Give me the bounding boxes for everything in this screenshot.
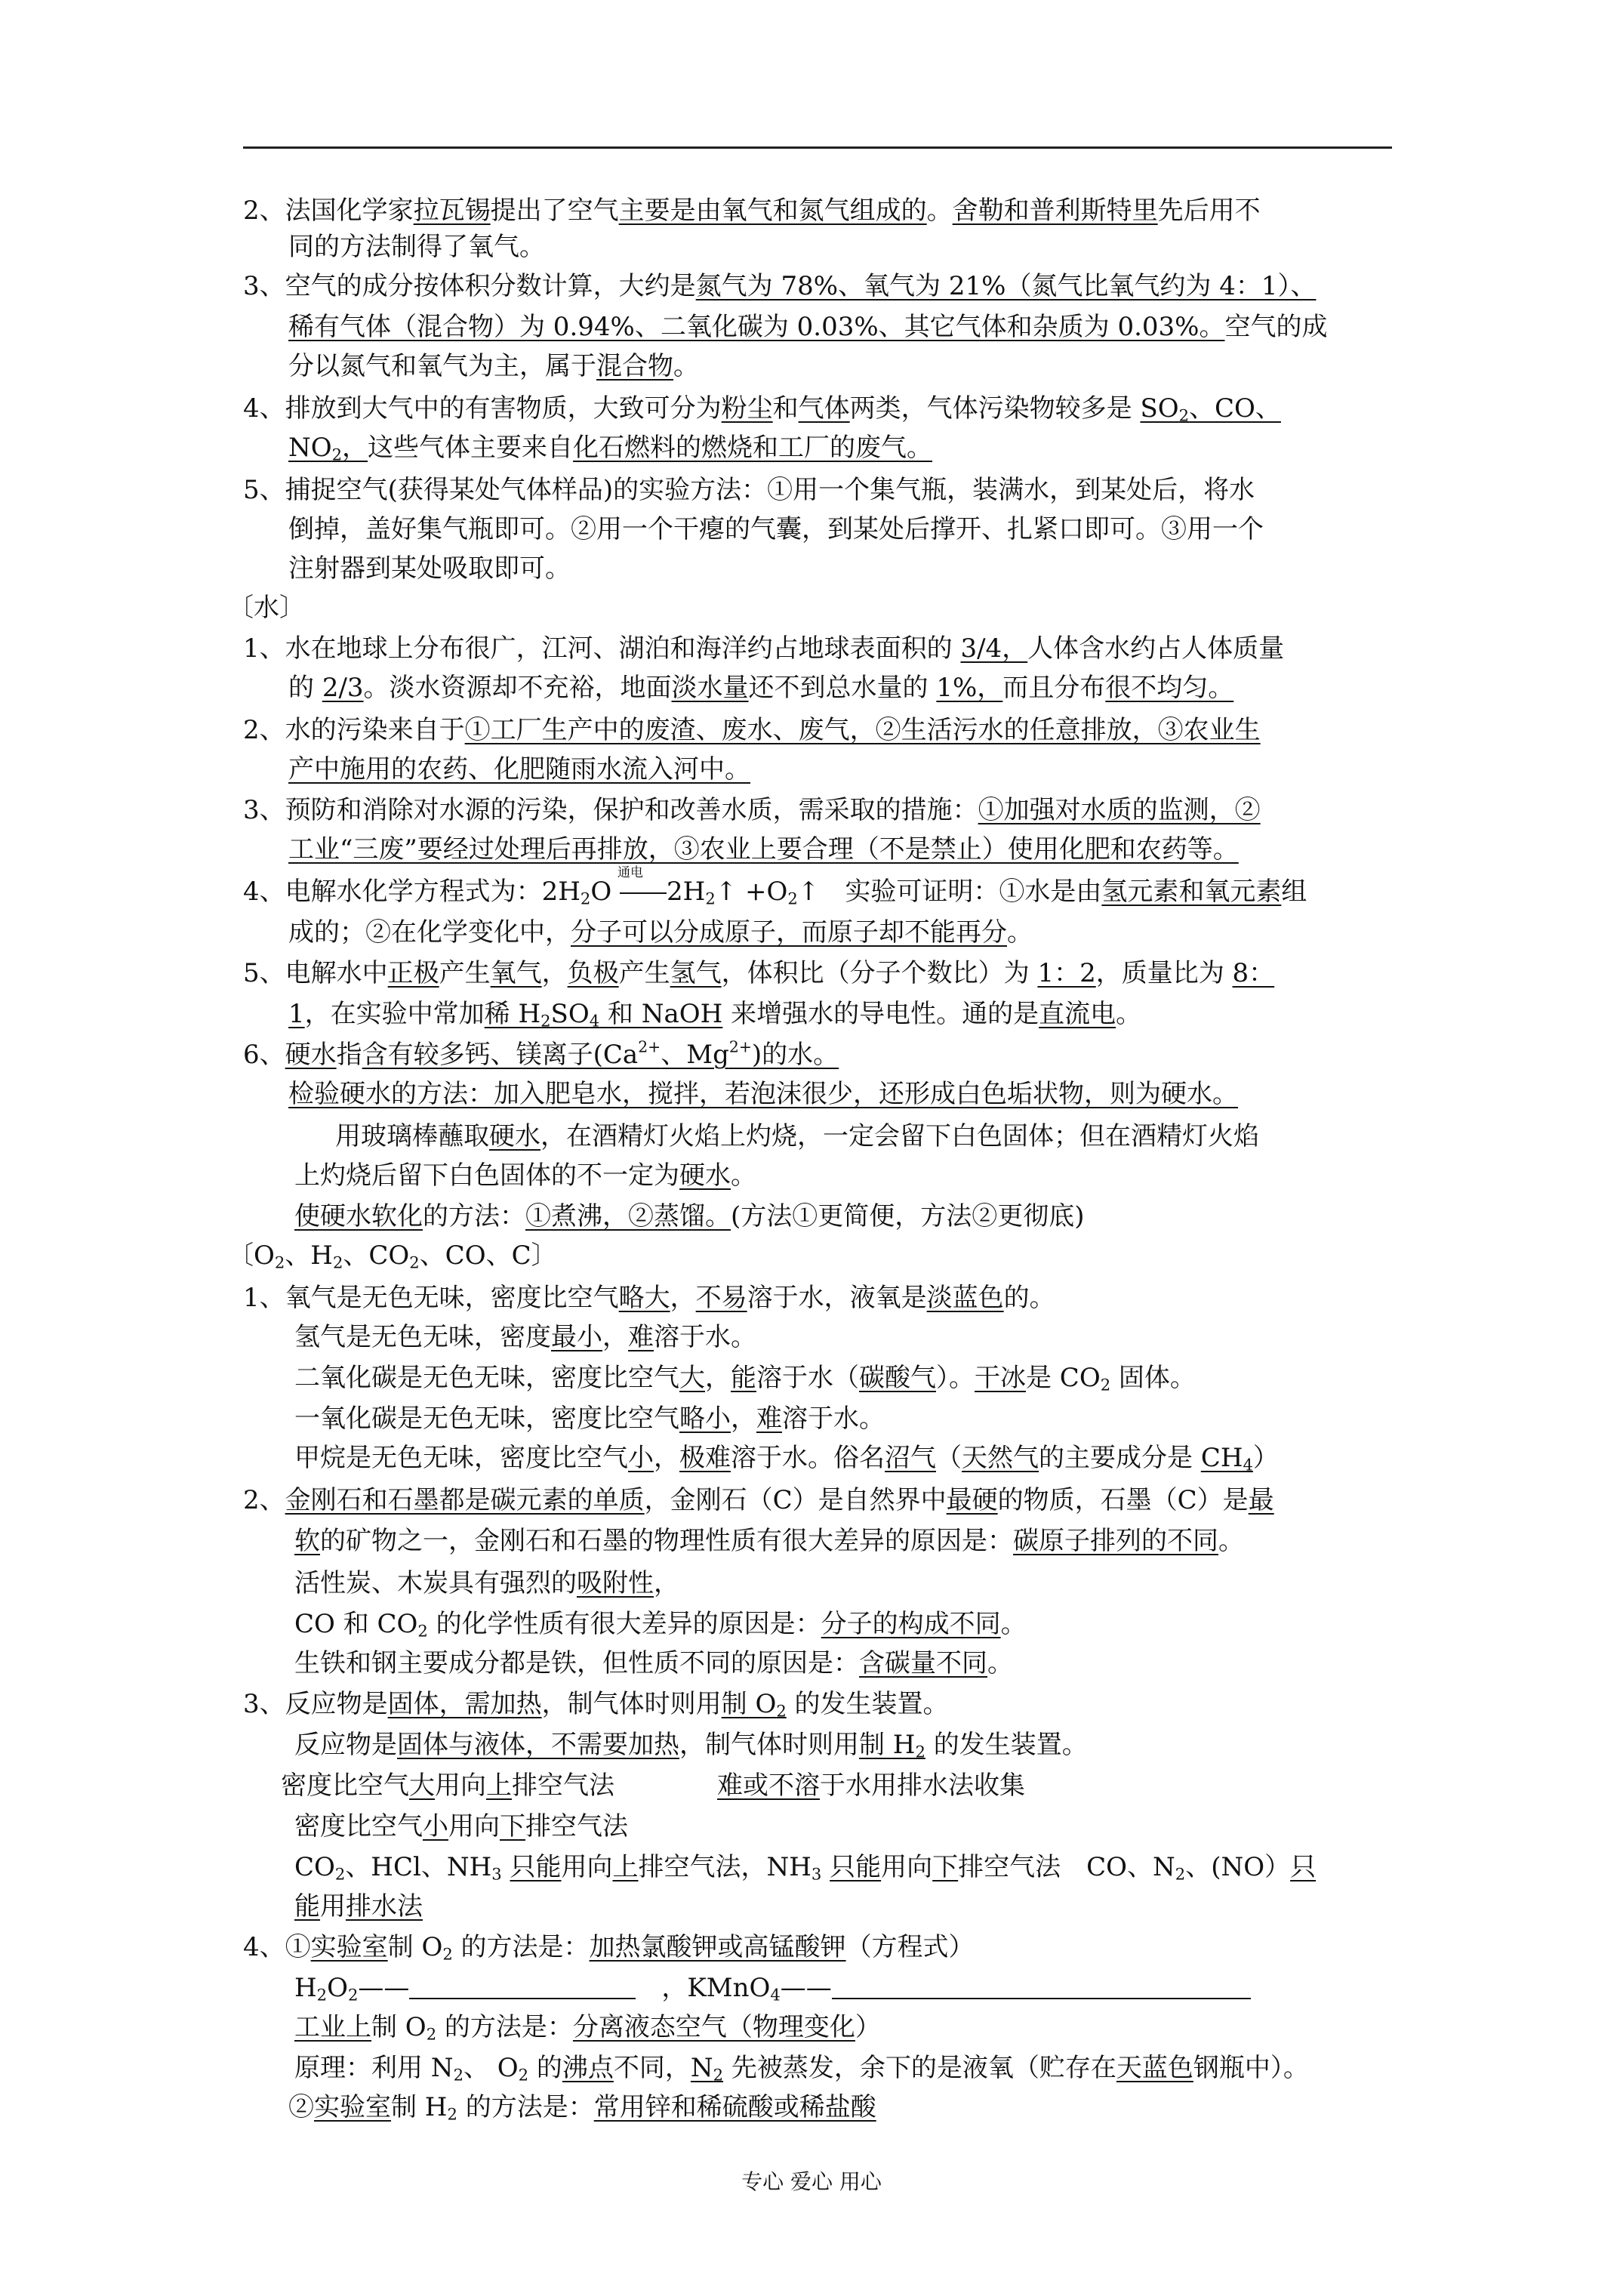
- text-line: 活性炭、木炭具有强烈的吸附性，: [294, 1568, 679, 1598]
- text-line: 3、反应物是固体，需加热，制气体时则用制 $O_2$ 的发生装置。: [243, 1689, 949, 1721]
- text-line: 产中施用的农药、化肥随雨水流入河中。: [288, 754, 750, 784]
- text-line: $CO_2$、HCl、$NH_3$ 只能用向上排空气法，$NH_3$ 只能用向下排空气法 CO、$N_2$、(NO）只: [294, 1852, 1317, 1884]
- text-line: 倒掉，盖好集气瓶即可。②用一个干瘪的气囊，到某处后撑开、扎紧口即可。③用一个: [288, 514, 1264, 544]
- text-line: 分以氮气和氧气为主，属于混合物。: [288, 351, 699, 381]
- text-line: 4、排放到大气中的有害物质，大致可分为粉尘和气体两类，气体污染物较多是 $SO_2$、CO、: [243, 393, 1281, 425]
- text-line: $H_2O_2——$ ，KMnO$_4$——: [294, 1971, 1251, 2005]
- text-line: $NO_2$，这些气体主要来自化石燃料的燃烧和工厂的废气。: [288, 433, 933, 464]
- text-line: 2、水的污染来自于①工厂生产中的废渣、废水、废气，②生活污水的任意排放，③农业生: [243, 715, 1261, 745]
- text-line: 5、电解水中正极产生氧气，负极产生氢气，体积比（分子个数比）为 1：2，质量比为 8：: [243, 958, 1275, 988]
- text-line: 同的方法制得了氧气。: [288, 232, 545, 262]
- text-line: 上灼烧后留下白色固体的不一定为硬水。: [294, 1160, 756, 1191]
- text-line: ②实验室制 $H_2$ 的方法是：常用锌和稀硫酸或稀盐酸: [288, 2092, 876, 2124]
- text-line: 3、预防和消除对水源的污染，保护和改善水质，需采取的措施：①加强对水质的监测，②: [243, 795, 1261, 825]
- text-line: 用玻璃棒蘸取硬水，在酒精灯火焰上灼烧，一定会留下白色固体；但在酒精灯火焰: [335, 1121, 1259, 1151]
- text-line: 反应物是固体与液体，不需要加热，制气体时则用制 $H_2$ 的发生装置。: [294, 1730, 1088, 1761]
- text-line: 原理：利用 $N_2$、 $O_2$ 的沸点不同，$N_2$ 先被蒸发，余下的是液氧（贮存在天蓝色钢瓶中）。: [294, 2053, 1309, 2085]
- text-line: 2、法国化学家拉瓦锡提出了空气主要是由氧气和氮气组成的。舍勒和普利斯特里先后用不: [243, 196, 1261, 226]
- text-line: 5、捕捉空气(获得某处气体样品)的实验方法：①用一个集气瓶，装满水，到某处后，将水: [243, 475, 1255, 505]
- text-line: CO 和 $CO_2$ 的化学性质有很大差异的原因是：分子的构成不同。: [294, 1609, 1027, 1641]
- text-line: 氢气是无色无味，密度最小，难溶于水。: [294, 1322, 756, 1352]
- text-line: 软的矿物之一，金刚石和石墨的物理性质有很大差异的原因是：碳原子排列的不同。: [294, 1526, 1244, 1556]
- text-line: 1、氧气是无色无味，密度比空气略大，不易溶于水，液氧是淡蓝色的。: [243, 1283, 1055, 1313]
- text-line: 甲烷是无色无味，密度比空气小，极难溶于水。俗名沼气（天然气的主要成分是 $CH_4$）: [294, 1443, 1279, 1475]
- text-line: 1，在实验中常加稀 $H_2SO_4$ 和 NaOH 来增强水的导电性。通的是直流电。: [288, 999, 1142, 1031]
- text-line: 4、①实验室制 $O_2$ 的方法是：加热氯酸钾或高锰酸钾（方程式）: [243, 1932, 975, 1964]
- text-line: 3、空气的成分按体积分数计算，大约是氮气为 78%、氧气为 21%（氮气比氧气约为 4：1）、: [243, 271, 1317, 301]
- text-line: 工业上制 $O_2$ 的方法是：分离液态空气（物理变化）: [294, 2012, 881, 2044]
- text-line: 2、金刚石和石墨都是碳元素的单质，金刚石（C）是自然界中最硬的物质，石墨（C）是最: [243, 1485, 1274, 1515]
- text-line: 检验硬水的方法：加入肥皂水，搅拌，若泡沫很少，还形成白色垢状物，则为硬水。: [288, 1079, 1238, 1109]
- text-line: 二氧化碳是无色无味，密度比空气大，能溶于水（碳酸气）。干冰是 $CO_2$ 固体。: [294, 1363, 1196, 1395]
- text-line: 〔$O_2$、$H_2$、$CO_2$、CO、C〕: [228, 1240, 557, 1272]
- header-rule: [243, 146, 1392, 149]
- text-line: 一氧化碳是无色无味，密度比空气略小，难溶于水。: [294, 1404, 885, 1434]
- text-line: 的 2/3。淡水资源却不充裕，地面淡水量还不到总水量的 1%，而且分布很不均匀。: [288, 673, 1234, 703]
- page-footer: 专心 爱心 用心: [741, 2169, 882, 2194]
- text-line: 6、硬水指含有较多钙、镁离子($Ca^{2+}$、$Mg^{2+}$)的水。: [243, 1037, 839, 1070]
- text-line: 工业“三废”要经过处理后再排放，③农业上要合理（不是禁止）使用化肥和农药等。: [288, 834, 1239, 864]
- text-line: 生铁和钢主要成分都是铁，但性质不同的原因是：含碳量不同。: [294, 1648, 1013, 1678]
- text-line: 1、水在地球上分布很广，江河、湖泊和海洋约占地球表面积的 3/4，人体含水约占人体质量: [243, 633, 1285, 664]
- text-line: 4、电解水化学方程式为：$2H_2O$ 通电 $2H_2↑$ $+O_2↑$ 实验可证明：①水是由氢元素和氧元素组: [243, 865, 1307, 908]
- text-line: 密度比空气小用向下排空气法: [294, 1811, 628, 1841]
- text-line: 使硬水软化的方法：①煮沸，②蒸馏。(方法①更简便，方法②更彻底): [294, 1201, 1085, 1231]
- text-line: 〔水〕: [228, 593, 305, 623]
- text-line: 能用排水法: [294, 1891, 423, 1922]
- text-line: 注射器到某处吸取即可。: [288, 553, 571, 584]
- text-line: 密度比空气大用向上排空气法 难或不溶于水用排水法收集: [281, 1771, 1025, 1801]
- text-line: 成的；②在化学变化中，分子可以分成原子，而原子却不能再分。: [288, 917, 1033, 948]
- text-line: 稀有气体（混合物）为 0.94%、二氧化碳为 0.03%、其它气体和杂质为 0.03%。空气的成: [288, 312, 1328, 342]
